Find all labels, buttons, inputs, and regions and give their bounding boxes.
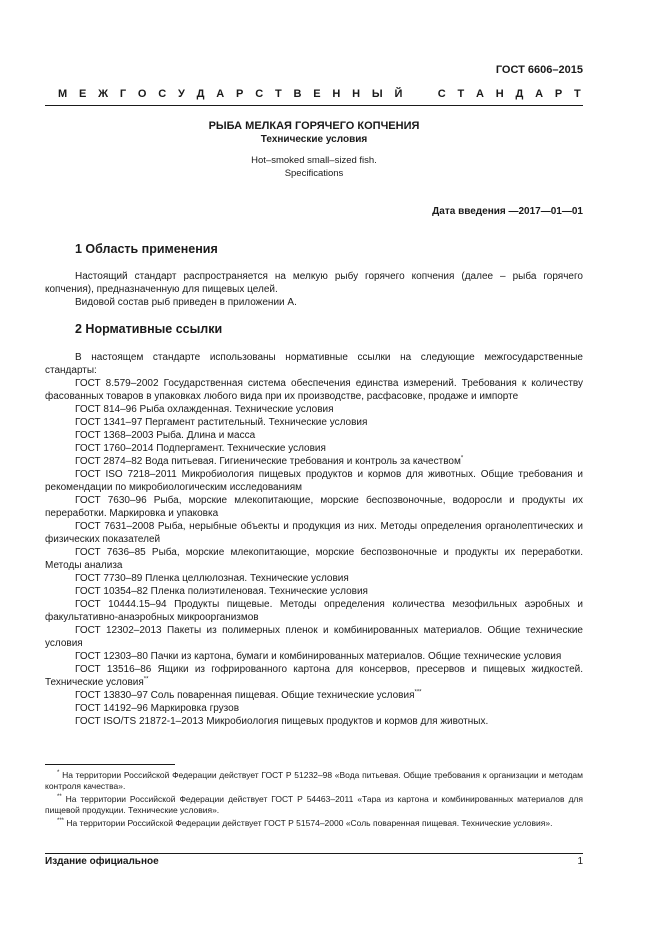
reference-item: ГОСТ 12302–2013 Пакеты из полимерных пленок и комбинированных материалов. Общие технические условия — [45, 625, 583, 649]
reference-item: ГОСТ ISO 7218–2011 Микробиология пищевых продуктов и кормов для животных. Общие требования и рекомендации по микробиологическим исследованиям — [45, 469, 583, 493]
banner-letter: С — [437, 88, 446, 100]
banner-letter: В — [293, 88, 302, 100]
reference-item: ГОСТ 7630–96 Рыба, морские млекопитающие, морские беспозвоночные, водоросли и продукты их переработки. Маркировка и упаковка — [45, 495, 583, 519]
banner-letter: Ж — [98, 88, 109, 100]
subtitle-english: Specifications — [284, 168, 344, 179]
banner-letter: Д — [196, 88, 205, 100]
footnote: *** На территории Российской Федерации действует ГОСТ Р 51574–2000 «Соль поваренная пищевая. Технические условия». — [57, 818, 553, 828]
banner-letter: А — [216, 88, 225, 100]
footnote-mark: * — [57, 770, 60, 777]
footnote-mark: ** — [143, 676, 149, 683]
reference-item: ГОСТ 2874–82 Вода питьевая. Гигиенические требования и контроль за качеством* — [75, 455, 464, 467]
banner-letter: Т — [457, 88, 465, 100]
reference-item: ГОСТ ISO/TS 21872-1–2013 Микробиология пищевых продуктов и кормов для животных. — [75, 716, 489, 727]
reference-item: ГОСТ 1760–2014 Подпергамент. Технические условия — [75, 443, 326, 454]
reference-item: ГОСТ 1368–2003 Рыба. Длина и масса — [75, 430, 256, 441]
reference-item: ГОСТ 1341–97 Пергамент растительный. Технические условия — [75, 417, 368, 428]
banner-letter: С — [255, 88, 264, 100]
banner-letter: Г — [119, 88, 127, 100]
footnote-mark: ** — [57, 794, 62, 801]
section-1-heading: 1 Область применения — [75, 242, 218, 256]
banner-letter: С — [158, 88, 167, 100]
banner-letter: А — [535, 88, 544, 100]
banner-letter: О — [137, 88, 147, 100]
reference-item: ГОСТ 814–96 Рыба охлажденная. Технические условия — [75, 404, 334, 415]
footnote: * На территории Российской Федерации действует ГОСТ Р 51232–98 «Вода питьевая. Общие требования к организации и методам контроля качества». — [45, 770, 583, 791]
banner-letter: Й — [394, 88, 403, 100]
interstate-standard-banner — [58, 88, 581, 100]
page-number: 1 — [577, 856, 583, 867]
reference-item: ГОСТ 10444.15–94 Продукты пищевые. Методы определения количества мезофильных аэробных и факультативно-анаэробных микроорганизмов — [45, 599, 583, 623]
paragraph: Видовой состав рыб приведен в приложении А. — [75, 297, 297, 308]
reference-item: ГОСТ 12303–80 Пачки из картона, бумаги и комбинированных материалов. Общие технические условия — [75, 651, 562, 662]
banner-letter: А — [476, 88, 484, 100]
reference-item: ГОСТ 7636–85 Рыба, морские млекопитающие, морские беспозвоночные и продукты их переработки. Методы анализа — [45, 547, 583, 571]
banner-letter: Н — [495, 88, 504, 100]
banner-letter: Н — [352, 88, 361, 100]
reference-item: ГОСТ 8.579–2002 Государственная система обеспечения единства измерений. Требования к количеству фасованных товаров в упаковках любого вида при их производстве, расфасовке, продаже и импорте — [45, 378, 583, 402]
reference-item: ГОСТ 13830–97 Соль поваренная пищевая. Общие технические условия*** — [75, 689, 422, 701]
section-2-heading: 2 Нормативные ссылки — [75, 322, 223, 336]
title-english: Hot–smoked small–sized fish. — [251, 155, 377, 166]
footnote-mark: *** — [57, 818, 65, 825]
reference-item: ГОСТ 10354–82 Пленка полиэтиленовая. Технические условия — [75, 586, 368, 597]
footnote-divider — [45, 764, 175, 765]
banner-letter: Е — [78, 88, 87, 100]
banner-letter: Ы — [371, 88, 383, 100]
footnote-mark: *** — [414, 689, 422, 696]
banner-letter: Д — [515, 88, 524, 100]
banner-letter: Т — [574, 88, 581, 100]
reference-item: ГОСТ 14192–96 Маркировка грузов — [75, 703, 240, 714]
banner-letter: Р — [236, 88, 244, 100]
gost-number: ГОСТ 6606–2015 — [495, 64, 583, 76]
reference-item: ГОСТ 13516–86 Ящики из гофрированного картона для консервов, пресервов и пищевых жидкостей. Технические условия** — [45, 664, 583, 688]
section-2-body — [45, 351, 583, 728]
banner-letter: Е — [313, 88, 321, 100]
footer-divider — [45, 853, 583, 854]
banner-letter: Т — [274, 88, 282, 100]
section-1-body — [45, 270, 583, 309]
title-block — [45, 120, 583, 180]
title-russian: РЫБА МЕЛКАЯ ГОРЯЧЕГО КОПЧЕНИЯ — [208, 120, 420, 132]
paragraph: Настоящий стандарт распространяется на мелкую рыбу горячего копчения (далее – рыба горячего копчения), предназначенную для пищевых целей. — [45, 271, 583, 295]
subtitle-russian: Технические условия — [260, 134, 368, 145]
footnote-mark: * — [460, 455, 464, 462]
introduction-date: Дата введения —2017—01—01 — [432, 206, 583, 217]
footnote: ** На территории Российской Федерации действует ГОСТ Р 54463–2011 «Тара из картона и комбинированных материалов для пищевой продукции. Технические условия». — [45, 794, 583, 815]
banner-letter: М — [58, 88, 68, 100]
banner-letter: У — [178, 88, 185, 100]
reference-item: ГОСТ 7730–89 Пленка целлюлозная. Технические условия — [75, 573, 349, 584]
banner-letter: Н — [332, 88, 341, 100]
official-edition-label: Издание официальное — [45, 856, 159, 867]
footnotes — [45, 770, 583, 831]
banner-letter: Р — [554, 88, 563, 100]
paragraph: В настоящем стандарте использованы нормативные ссылки на следующие межгосударственные стандарты: — [45, 352, 583, 376]
header-divider — [45, 105, 583, 106]
reference-item: ГОСТ 7631–2008 Рыба, нерыбные объекты и продукция из них. Методы определения органолептических и физических показателей — [45, 521, 583, 545]
